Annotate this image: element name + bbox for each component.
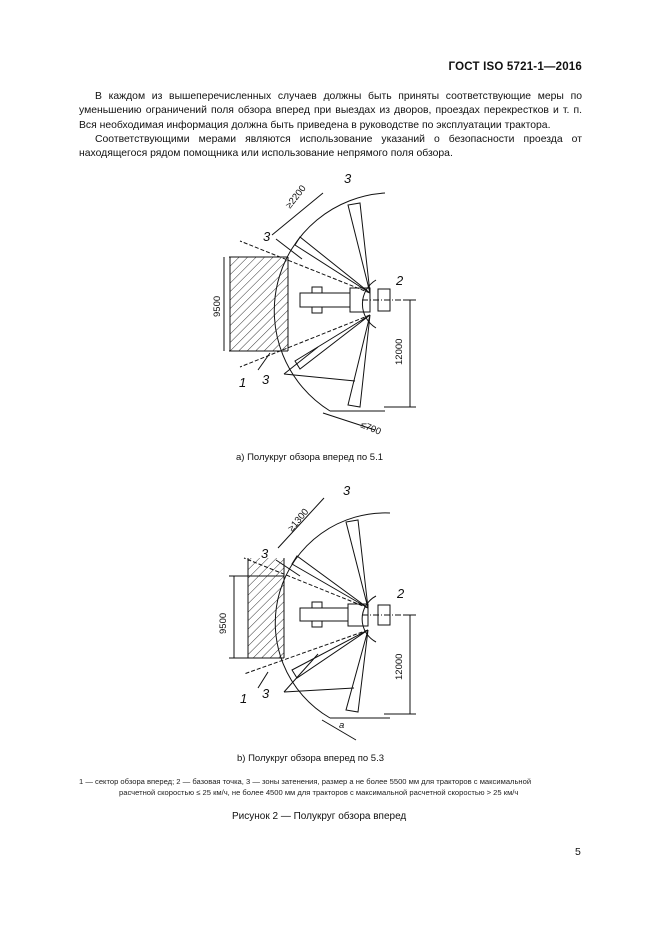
figure-legend [79,776,585,798]
view-semicircle-b [275,513,390,718]
obstruction-zone-b [248,558,284,658]
paragraph-2 [79,133,582,162]
fig-b-dim-top: ≥1300 [285,506,312,534]
figure-a-diagram [0,165,661,450]
fig-b-dim-bottom: a [339,720,345,731]
fig-b-label-2: 2 [397,586,405,601]
legend-tail: расчетной скоростью ≤ 25 км/ч, не более 4500 мм для тракторов с максимальной расчетной скоростью > 25 км/ч [119,788,519,797]
fig-a-label-1: 1 [239,375,247,390]
figure-b-diagram [0,478,661,753]
figure-a-caption: а) Полукруг обзора вперед по 5.1 [236,452,384,463]
fig-a-dim-left: 9500 [212,295,223,317]
tractor-body-b [300,608,348,621]
figure-b-caption: b) Полукруг обзора вперед по 5.3 [237,753,385,764]
tractor-body-a [300,293,350,307]
paragraph-1-text: В каждом из вышеперечисленных случаев должны быть приняты соответствующие меры по уменьшению ограничений поля обзора вперед при выездах из дворов, проездах перекрестков и т. п. Вся необходимая информация должна быть приведена в руководстве по эксплуатации трактора. [79,91,582,131]
document-header: ГОСТ ISO 5721-1—2016 [448,61,582,73]
fig-b-label-1: 1 [240,691,248,706]
fig-a-dim-bottom: ≤700 [358,419,383,438]
fig-a-dim-top: ≥2200 [283,183,309,211]
page-number: 5 [575,846,581,858]
fig-a-label-3-bottom: 3 [262,372,270,387]
figure-title: Рисунок 2 — Полукруг обзора вперед [232,811,407,822]
paragraph-1 [79,90,582,133]
fig-a-label-2: 2 [396,273,404,288]
paragraph-2-text: Соответствующими мерами являются использование указаний о безопасности проезда от находящегося рядом помощника или использование непрямого поля обзора. [79,134,582,160]
legend-main: 1 — сектор обзора вперед; 2 — базовая точка, 3 — зоны затенения, размер a не более 5500 мм для тракторов с максимальной [79,777,532,786]
fig-a-label-3-mid: 3 [263,229,271,244]
fig-b-dim-left: 9500 [218,612,229,634]
fig-b-dim-right: 12000 [394,653,405,680]
fig-b-label-3-mid: 3 [261,546,269,561]
fig-b-label-3-top: 3 [343,483,351,498]
fig-b-label-3-bottom: 3 [262,686,270,701]
fig-a-label-3-top: 3 [344,171,352,186]
fig-a-dim-right: 12000 [394,338,405,365]
obstruction-zone-a [230,257,288,351]
